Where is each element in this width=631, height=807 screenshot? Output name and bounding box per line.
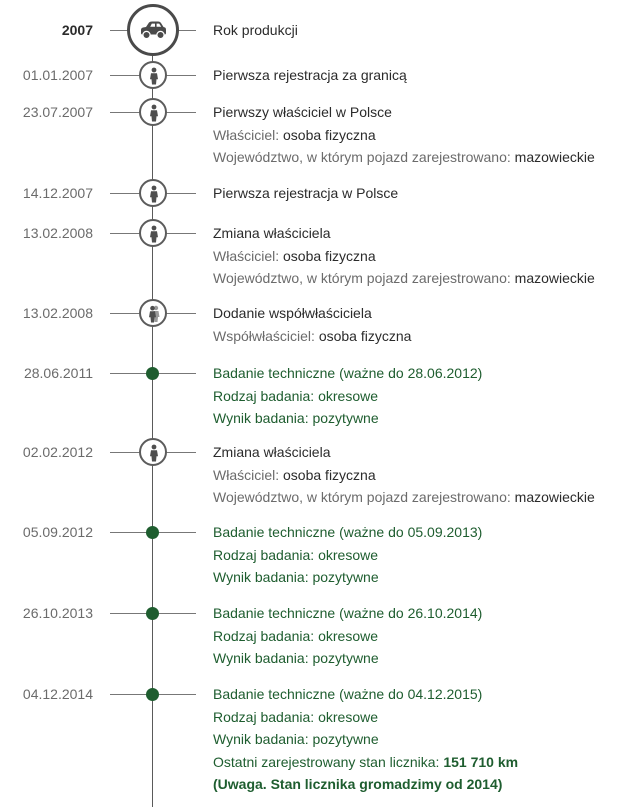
event-date: 2007 bbox=[61, 22, 93, 38]
event-details bbox=[213, 64, 623, 87]
person-icon bbox=[139, 438, 167, 466]
event-detail-row bbox=[213, 625, 623, 648]
event-detail-row bbox=[213, 464, 623, 487]
event-detail-row bbox=[213, 385, 623, 408]
inspection-dot-icon bbox=[146, 367, 159, 380]
event-details bbox=[213, 683, 623, 796]
detail-label: Wynik badania: bbox=[213, 731, 313, 747]
detail-value: okresowe bbox=[318, 387, 378, 404]
detail-value: mazowieckie bbox=[514, 149, 595, 165]
event-details bbox=[213, 362, 623, 430]
event-title: Badanie techniczne (ważne do 05.09.2013) bbox=[213, 524, 483, 540]
co-owner-icon bbox=[139, 299, 167, 327]
event-detail-row bbox=[213, 267, 623, 290]
event-date: 05.09.2012 bbox=[22, 524, 93, 540]
event-detail-row bbox=[213, 566, 623, 589]
event-title: Rok produkcji bbox=[213, 22, 298, 38]
detail-value: pozytywne bbox=[312, 569, 379, 585]
detail-value: okresowe bbox=[318, 708, 378, 725]
person-icon bbox=[139, 98, 167, 126]
event-detail-row bbox=[213, 544, 623, 567]
event-detail-row bbox=[213, 647, 623, 670]
event-details bbox=[213, 602, 623, 670]
event-detail-row bbox=[213, 486, 623, 509]
person-icon bbox=[139, 61, 167, 89]
event-date: 01.01.2007 bbox=[22, 67, 93, 83]
event-date: 14.12.2007 bbox=[22, 185, 93, 201]
inspection-dot-icon bbox=[146, 607, 159, 620]
event-detail-row bbox=[213, 245, 623, 268]
event-title: Pierwszy właściciel w Polsce bbox=[213, 104, 392, 120]
detail-value: okresowe bbox=[318, 627, 378, 644]
event-date: 02.02.2012 bbox=[22, 444, 93, 460]
event-date: 13.02.2008 bbox=[22, 305, 93, 321]
detail-label: Rodzaj badania: bbox=[213, 627, 319, 644]
event-details bbox=[213, 441, 623, 509]
event-date: 13.02.2008 bbox=[22, 225, 93, 241]
event-title: Zmiana właściciela bbox=[213, 444, 331, 460]
detail-label: Właściciel: bbox=[213, 466, 284, 483]
detail-label: Rodzaj badania: bbox=[213, 387, 319, 404]
detail-value: pozytywne bbox=[312, 410, 379, 426]
detail-value: osoba fizyczna bbox=[318, 327, 412, 344]
event-title: Badanie techniczne (ważne do 28.06.2012) bbox=[213, 365, 483, 381]
person-icon bbox=[139, 179, 167, 207]
event-title: Pierwsza rejestracja za granicą bbox=[213, 67, 407, 83]
detail-value: osoba fizyczna bbox=[283, 126, 376, 143]
event-title: Pierwsza rejestracja w Polsce bbox=[213, 185, 399, 201]
event-details bbox=[213, 19, 623, 42]
detail-label: Wynik badania: bbox=[213, 569, 313, 585]
event-title: Zmiana właściciela bbox=[213, 225, 331, 241]
inspection-dot-icon bbox=[146, 688, 159, 701]
detail-label: Właściciel: bbox=[213, 126, 284, 143]
detail-value: mazowieckie bbox=[514, 270, 595, 286]
event-details bbox=[213, 302, 623, 347]
detail-label: Województwo, w którym pojazd zarejestrowano: bbox=[213, 149, 515, 165]
detail-label: Wynik badania: bbox=[213, 410, 313, 426]
event-title: Badanie techniczne (ważne do 26.10.2014) bbox=[213, 605, 483, 621]
detail-value: osoba fizyczna bbox=[283, 247, 376, 264]
detail-label: Właściciel: bbox=[213, 247, 284, 264]
inspection-dot-icon bbox=[146, 526, 159, 539]
detail-label: Rodzaj badania: bbox=[213, 708, 319, 725]
person-icon bbox=[139, 219, 167, 247]
event-detail-row bbox=[213, 124, 623, 147]
detail-value: pozytywne bbox=[312, 731, 379, 747]
event-date: 23.07.2007 bbox=[22, 104, 93, 120]
event-detail-row bbox=[213, 325, 623, 348]
detail-label: Województwo, w którym pojazd zarejestrowano: bbox=[213, 270, 515, 286]
detail-label: Ostatni zarejestrowany stan licznika: bbox=[213, 753, 444, 770]
detail-value: osoba fizyczna bbox=[283, 466, 376, 483]
event-details bbox=[213, 182, 623, 205]
event-detail-row bbox=[213, 728, 623, 751]
detail-value: mazowieckie bbox=[514, 489, 595, 505]
event-title: Badanie techniczne (ważne do 04.12.2015) bbox=[213, 686, 483, 702]
event-detail-row bbox=[213, 751, 623, 774]
event-detail-row bbox=[213, 706, 623, 729]
detail-label: Rodzaj badania: bbox=[213, 546, 319, 563]
detail-value: okresowe bbox=[318, 546, 378, 563]
detail-label: Wynik badania: bbox=[213, 650, 313, 666]
event-date: 28.06.2011 bbox=[23, 365, 93, 381]
event-details bbox=[213, 521, 623, 589]
car-icon bbox=[127, 4, 179, 56]
detail-label: Współwłaściciel: bbox=[213, 327, 319, 344]
event-details bbox=[213, 222, 623, 290]
detail-label: Województwo, w którym pojazd zarejestrowano: bbox=[213, 489, 515, 505]
odometer-note: (Uwaga. Stan licznika gromadzimy od 2014) bbox=[213, 776, 503, 792]
event-title: Dodanie współwłaściciela bbox=[213, 305, 372, 321]
detail-value: pozytywne bbox=[312, 650, 379, 666]
detail-value: 151 710 km bbox=[443, 753, 519, 770]
event-details bbox=[213, 101, 623, 169]
event-date: 04.12.2014 bbox=[22, 686, 93, 702]
event-detail-row bbox=[213, 407, 623, 430]
event-detail-row bbox=[213, 146, 623, 169]
event-date: 26.10.2013 bbox=[22, 605, 93, 621]
